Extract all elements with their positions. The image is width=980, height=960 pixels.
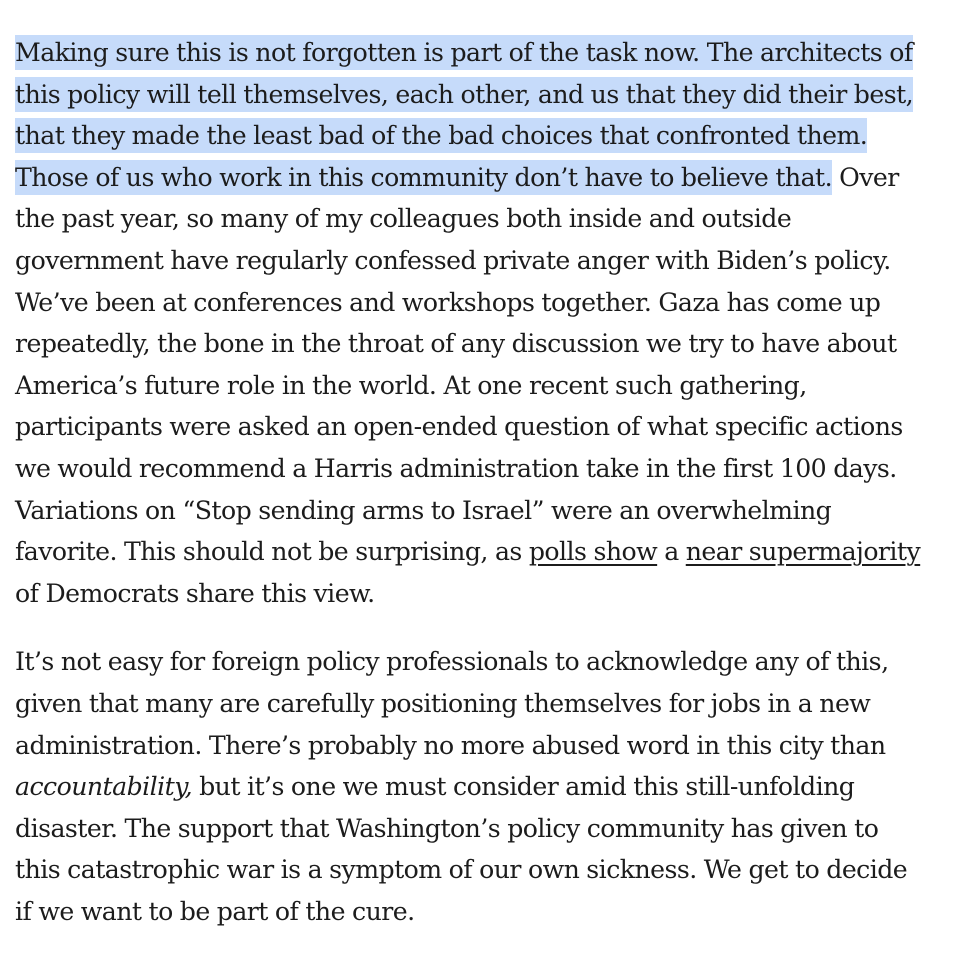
text-line [15,74,965,116]
polls-show-link[interactable]: polls show [528,537,658,567]
text-line: Variations on “Stop sending arms to Israel” were an overwhelming [15,495,832,525]
text-line [15,157,965,199]
text-line [15,766,965,808]
text-line [15,32,965,74]
text-line: government have regularly confessed private anger with Biden’s policy. [15,245,891,275]
paragraph-2 [15,641,965,932]
selected-text[interactable]: Those of us who work in this community don’t have to believe that. [15,160,832,195]
text-line: participants were asked an open-ended question of what specific actions [15,412,903,442]
text-line: repeatedly, the bone in the throat of any discussion we try to have about [15,329,897,359]
emphasized-word: accountability, [15,772,193,802]
text-line: administration. There’s probably no more abused word in this city than [15,730,886,760]
text-line: of Democrats share this view. [15,578,375,608]
text-line: the past year, so many of my colleagues both inside and outside [15,204,792,234]
text-line [15,531,965,573]
text-segment: Over [832,162,899,192]
text-line: We’ve been at conferences and workshops together. Gaza has come up [15,287,881,317]
text-line: given that many are carefully positioning themselves for jobs in a new [15,688,871,718]
text-line: we would recommend a Harris administration take in the first 100 days. [15,453,897,483]
text-segment: but it’s one we must consider amid this still-unfolding [192,772,855,802]
selected-text[interactable]: Making sure this is not forgotten is part of the task now. The architects of [15,35,913,70]
text-line: this catastrophic war is a symptom of our own sickness. We get to decide [15,855,908,885]
near-supermajority-link[interactable]: near supermajority [685,537,921,567]
text-line [15,115,965,157]
text-line: It’s not easy for foreign policy professionals to acknowledge any of this, [15,647,889,677]
text-line: disaster. The support that Washington’s policy community has given to [15,813,879,843]
paragraph-1 [15,32,965,614]
text-segment: favorite. This should not be surprising, as [15,537,529,567]
text-segment: a [657,537,686,567]
selected-text[interactable]: that they made the least bad of the bad choices that confronted them. [15,118,867,153]
text-line: if we want to be part of the cure. [15,896,415,926]
selected-text[interactable]: this policy will tell themselves, each other, and us that they did their best, [15,77,913,112]
text-line: America’s future role in the world. At one recent such gathering, [15,370,807,400]
article-body [15,32,965,932]
